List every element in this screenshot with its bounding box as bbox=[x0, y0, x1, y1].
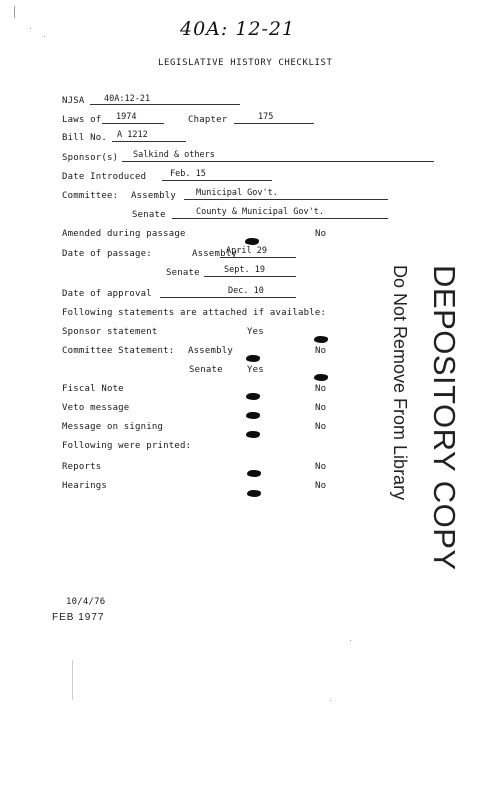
date-introduced-value: Feb. 15 bbox=[170, 169, 206, 179]
hearings-no: No bbox=[315, 481, 327, 491]
page-title: LEGISLATIVE HISTORY CHECKLIST bbox=[158, 58, 333, 68]
date-of-passage-label: Date of passage: bbox=[62, 249, 152, 259]
statements-heading: Following statements are attached if available: bbox=[62, 308, 327, 318]
committee-assembly-line bbox=[184, 199, 388, 200]
message-on-signing-label: Message on signing bbox=[62, 422, 164, 432]
sponsors-value: Salkind & others bbox=[133, 150, 215, 160]
sponsors-label: Sponsor(s) bbox=[62, 153, 119, 163]
committee-statement-senate-yes: Yes bbox=[247, 365, 264, 375]
committee-assembly-value: Municipal Gov't. bbox=[196, 188, 278, 198]
committee-label: Committee: bbox=[62, 191, 119, 201]
reports-label: Reports bbox=[62, 462, 102, 472]
veto-message-no: No bbox=[315, 403, 327, 413]
sponsors-line bbox=[122, 161, 434, 162]
printed-heading: Following were printed: bbox=[62, 441, 192, 451]
reports-no: No bbox=[315, 462, 327, 472]
njsa-value: 40A:12-21 bbox=[104, 94, 151, 104]
passage-senate-value: Sept. 19 bbox=[224, 265, 265, 275]
date-of-approval-value: Dec. 10 bbox=[228, 286, 264, 296]
sponsor-statement-no-blot bbox=[314, 328, 328, 347]
laws-of-value: 1974 bbox=[116, 112, 137, 122]
njsa-line bbox=[90, 104, 240, 105]
committee-senate-value: County & Municipal Gov't. bbox=[196, 207, 324, 217]
committee-assembly-label: Assembly bbox=[131, 191, 176, 201]
chapter-line bbox=[234, 123, 314, 124]
passage-senate-label: Senate bbox=[166, 268, 200, 278]
hearings-label: Hearings bbox=[62, 481, 107, 491]
passage-assembly-label: Assembly bbox=[192, 249, 237, 259]
sponsor-statement-label: Sponsor statement bbox=[62, 327, 158, 337]
message-on-signing-no: No bbox=[315, 422, 327, 432]
fiscal-note-no: No bbox=[315, 384, 327, 394]
veto-message-label: Veto message bbox=[62, 403, 130, 413]
reports-yes-blot bbox=[247, 462, 261, 481]
message-on-signing-yes-blot bbox=[246, 423, 260, 442]
bill-no-line bbox=[112, 141, 186, 142]
date-introduced-label: Date Introduced bbox=[62, 172, 147, 182]
hearings-yes-blot bbox=[247, 482, 261, 501]
committee-statement-assembly-no: No bbox=[315, 346, 327, 356]
fiscal-note-label: Fiscal Note bbox=[62, 384, 124, 394]
committee-senate-label: Senate bbox=[132, 210, 166, 220]
committee-senate-line bbox=[172, 218, 388, 219]
handwritten-header: 40A: 12-21 bbox=[180, 18, 296, 40]
fiscal-note-yes-blot bbox=[246, 385, 260, 404]
date-introduced-line bbox=[162, 180, 272, 181]
chapter-label: Chapter bbox=[188, 115, 228, 125]
footer-received-stamp: FEB 1977 bbox=[52, 612, 105, 623]
laws-of-line bbox=[102, 123, 164, 124]
passage-assembly-value: April 29 bbox=[226, 246, 267, 256]
passage-assembly-line bbox=[220, 257, 296, 258]
veto-message-yes-blot bbox=[246, 404, 260, 423]
date-of-approval-line bbox=[160, 297, 296, 298]
stamp-line-depository-copy: DEPOSITORY COPY bbox=[427, 265, 462, 571]
amended-no: No bbox=[315, 229, 327, 239]
chapter-value: 175 bbox=[258, 112, 274, 122]
footer-date: 10/4/76 bbox=[66, 597, 106, 607]
stamp-line-do-not-remove: Do Not Remove From Library bbox=[390, 265, 410, 501]
committee-statement-assembly-label: Assembly bbox=[188, 346, 233, 356]
sponsor-statement-yes: Yes bbox=[247, 327, 264, 337]
bill-no-value: A 1212 bbox=[117, 130, 148, 140]
amended-label: Amended during passage bbox=[62, 229, 186, 239]
committee-statement-senate-no-blot bbox=[314, 366, 328, 385]
depository-stamp bbox=[380, 265, 470, 571]
passage-senate-line bbox=[204, 276, 296, 277]
committee-statement-senate-label: Senate bbox=[189, 365, 223, 375]
committee-statement-assembly-yes-blot bbox=[246, 347, 260, 366]
njsa-label: NJSA bbox=[62, 96, 85, 106]
laws-of-label: Laws of bbox=[62, 115, 102, 125]
bill-no-label: Bill No. bbox=[62, 133, 107, 143]
committee-statement-label: Committee Statement: bbox=[62, 346, 175, 356]
date-of-approval-label: Date of approval bbox=[62, 289, 152, 299]
